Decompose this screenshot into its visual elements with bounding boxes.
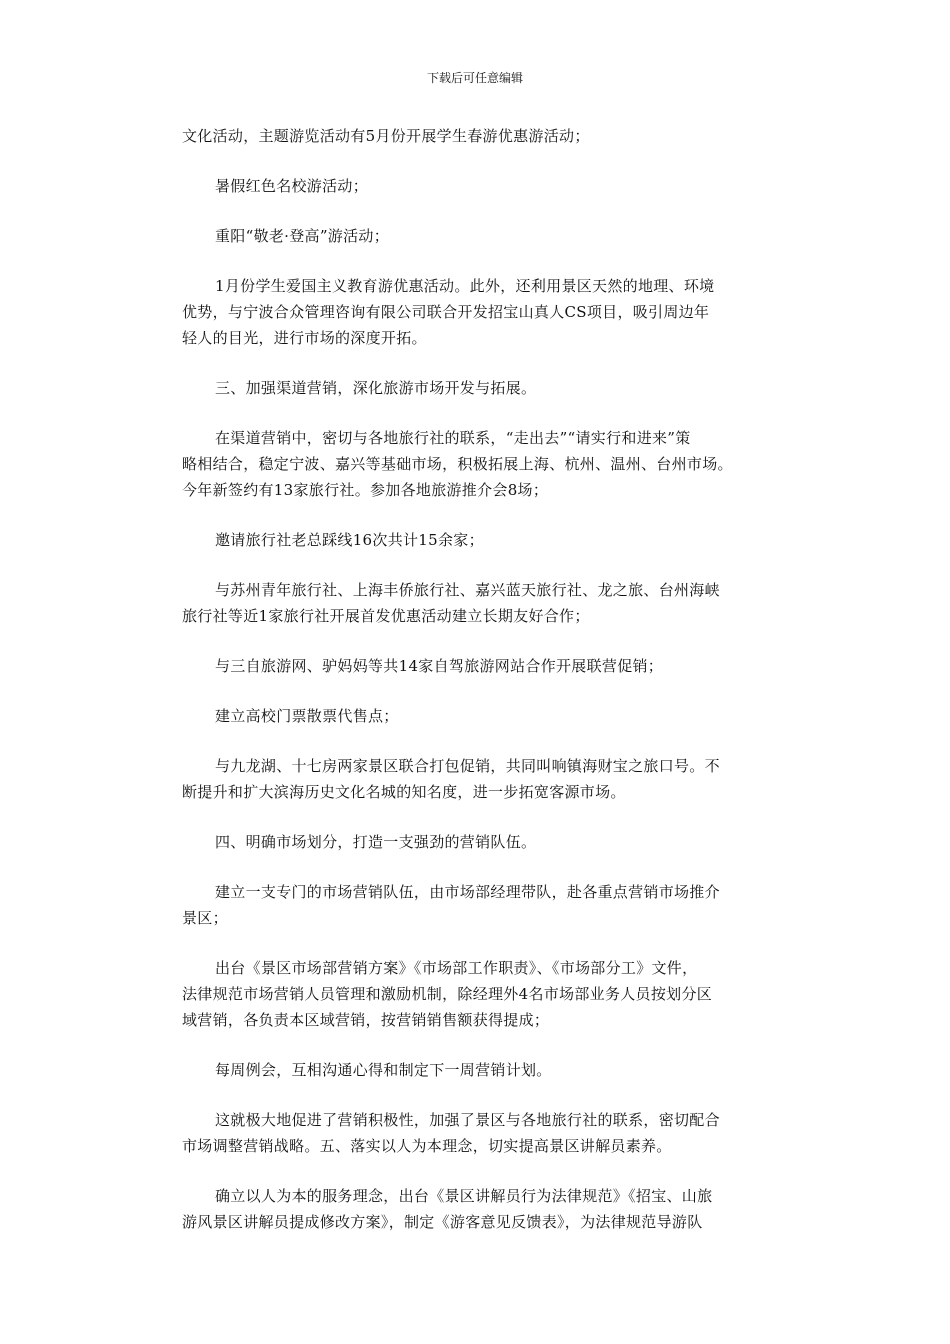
document-body — [182, 123, 782, 1259]
paragraph — [182, 273, 782, 351]
paragraph — [182, 425, 782, 503]
paragraph-line: 与苏州青年旅行社、上海丰侨旅行社、嘉兴蓝天旅行社、龙之旅、台州海峡 — [215, 581, 720, 599]
paragraph-line: 出台《景区市场部营销方案》《市场部工作职责》、《市场部分工》文件， — [215, 959, 698, 977]
paragraph-line: 三、加强渠道营销，深化旅游市场开发与拓展。 — [215, 379, 537, 397]
paragraph-line: 优势，与宁波合众管理咨询有限公司联合开发招宝山真人CS项目，吸引周边年 — [182, 303, 710, 321]
paragraph-line: 在渠道营销中，密切与各地旅行社的联系，“走出去”“请实行和进来”策 — [215, 429, 691, 447]
paragraph-line: 今年新签约有13家旅行社。参加各地旅游推介会8场； — [182, 481, 549, 499]
paragraph-line: 市场调整营销战略。五、落实以人为本理念，切实提高景区讲解员素养。 — [182, 1137, 672, 1155]
paragraph-line: 重阳“敬老·登高”游活动； — [215, 227, 390, 245]
paragraph-line: 断提升和扩大滨海历史文化名城的知名度，进一步拓宽客源市场。 — [182, 783, 626, 801]
paragraph — [182, 1057, 782, 1083]
paragraph-line: 与三自旅游网、驴妈妈等共14家自驾旅游网站合作开展联营促销； — [215, 657, 664, 675]
paragraph — [182, 829, 782, 855]
page-header: 下载后可任意编辑 — [426, 71, 523, 85]
paragraph — [182, 527, 782, 553]
paragraph — [182, 653, 782, 679]
paragraph-line: 文化活动，主题游览活动有5月份开展学生春游优惠游活动； — [182, 127, 590, 145]
paragraph-line: 每周例会，互相沟通心得和制定下一周营销计划。 — [215, 1061, 552, 1079]
paragraph — [182, 375, 782, 401]
paragraph-line: 轻人的目光，进行市场的深度开拓。 — [182, 329, 427, 347]
paragraph-line: 旅行社等近1家旅行社开展首发优惠活动建立长期友好合作； — [182, 607, 590, 625]
paragraph-line: 邀请旅行社老总踩线16次共计15余家； — [215, 531, 484, 549]
paragraph-line: 法律规范市场营销人员管理和激励机制，除经理外4名市场部业务人员按划分区 — [182, 985, 713, 1003]
paragraph — [182, 577, 782, 629]
paragraph-line: 暑假红色名校游活动； — [215, 177, 369, 195]
paragraph-line: 建立一支专门的市场营销队伍，由市场部经理带队，赴各重点营销市场推介 — [215, 883, 720, 901]
paragraph — [182, 1107, 782, 1159]
paragraph-line: 1月份学生爱国主义教育游优惠活动。此外，还利用景区天然的地理、环境 — [215, 277, 715, 295]
paragraph — [182, 173, 782, 199]
paragraph — [182, 223, 782, 249]
paragraph — [182, 703, 782, 729]
paragraph — [182, 753, 782, 805]
paragraph — [182, 123, 782, 149]
paragraph-line: 游风景区讲解员提成修改方案》，制定《游客意见反馈表》，为法律规范导游队 — [182, 1213, 703, 1231]
paragraph-line: 景区； — [182, 909, 228, 927]
paragraph-line: 域营销，各负责本区域营销，按营销销售额获得提成； — [182, 1011, 550, 1029]
paragraph — [182, 879, 782, 931]
paragraph-line: 建立高校门票散票代售点； — [215, 707, 399, 725]
paragraph-line: 这就极大地促进了营销积极性，加强了景区与各地旅行社的联系，密切配合 — [215, 1111, 720, 1129]
paragraph-line: 四、明确市场划分，打造一支强劲的营销队伍。 — [215, 833, 537, 851]
paragraph-line: 与九龙湖、十七房两家景区联合打包促销，共同叫响镇海财宝之旅口号。不 — [215, 757, 720, 775]
paragraph-line: 确立以人为本的服务理念，出台《景区讲解员行为法律规范》《招宝、山旅 — [215, 1187, 713, 1205]
paragraph — [182, 1183, 782, 1235]
paragraph-line: 略相结合，稳定宁波、嘉兴等基础市场，积极拓展上海、杭州、温州、台州市场。 — [182, 455, 733, 473]
paragraph — [182, 955, 782, 1033]
